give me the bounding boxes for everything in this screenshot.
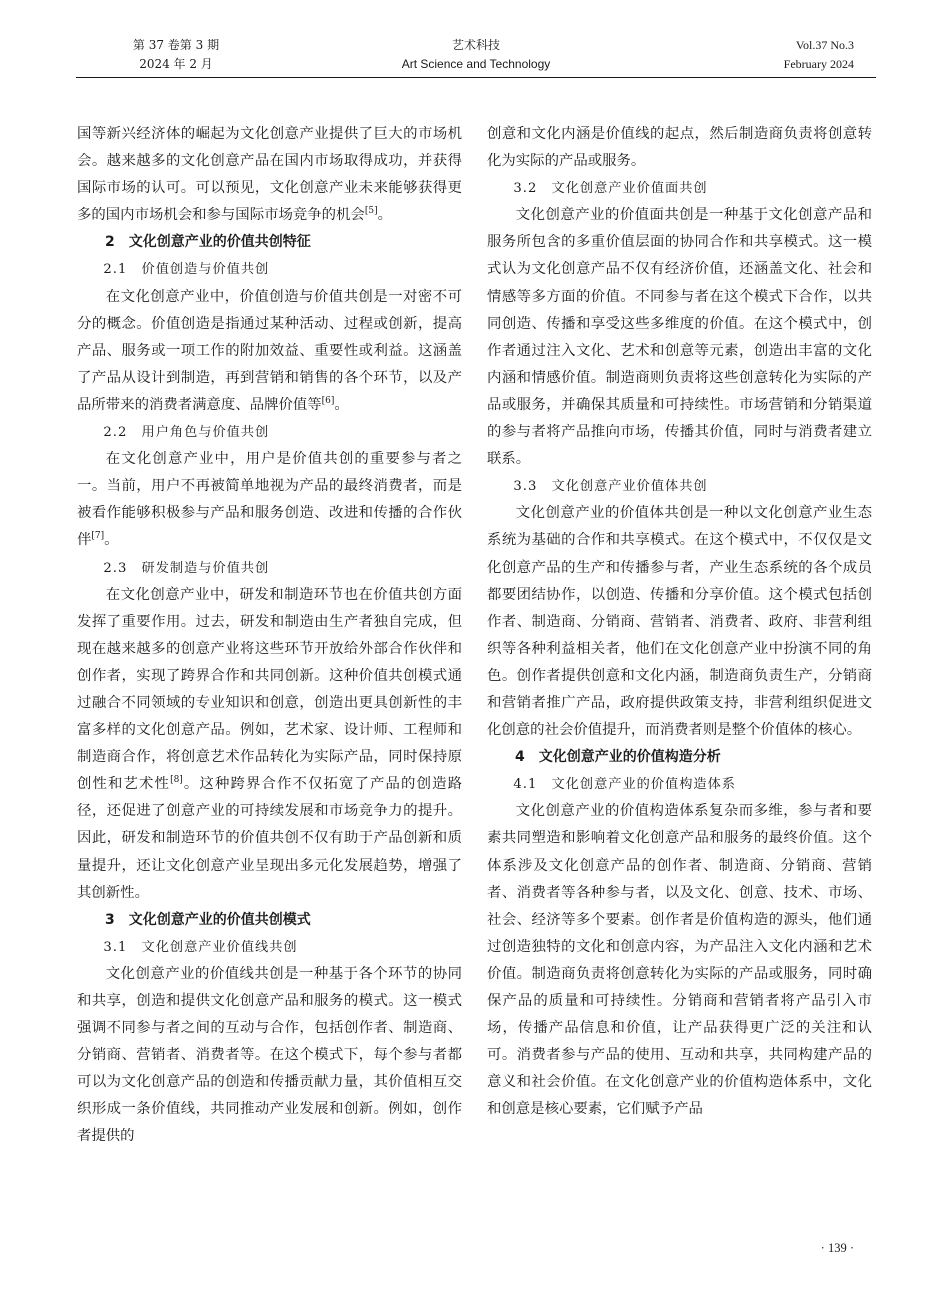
paragraph: 文化创意产业的价值构造体系复杂而多维，参与者和要素共同塑造和影响着文化创意产品和服务的最终价值。这个体系涉及文化创意产品的创作者、制造商、分销商、营销者、消费者等各种参与者，以及文化、创意、技术、市场、社会、经济等多个要素。创作者是价值构造的源头，他们通过创造独特的文化和创意内容，为产品注入文化内涵和艺术价值。制造商负责将创意转化为实际的产品或服务，同时确保产品的质量和可持续性。分销商和营销者将产品引入市场，传播产品信息和价值，让产品获得更广泛的关注和认可。消费者参与产品的使用、互动和共享，共同构建产品的意义和社会价值。在文化创意产业的价值构造体系中，文化和创意是核心要素，它们赋予产品 (487, 803, 872, 1118)
citation[interactable]: [7] (91, 531, 105, 542)
volume-issue-cn: 第 37 卷第 3 期 (132, 38, 220, 52)
citation[interactable]: [5] (364, 206, 378, 217)
subsection-heading-3-1: 3.1 文化创意产业价值线共创 (103, 939, 298, 955)
paragraph: 在文化创意产业中，价值创造与价值共创是一对密不可分的概念。价值创造是指通过某种活动、过程或创新，提高产品、服务或一项工作的附加效益、重要性或利益。这涵盖了产品从设计到制造，再到营销和销售的各个环节，以及产品所带来的消费者满意度、品牌价值等[6]。 (77, 288, 462, 413)
paragraph: 国等新兴经济体的崛起为文化创意产业提供了巨大的市场机会。越来越多的文化创意产品在国内市场取得成功，并获得国际市场的认可。可以预见，文化创意产业未来能够获得更多的国内市场机会和参与国际市场竞争的机会[5]。 (77, 126, 462, 224)
paragraph: 在文化创意产业中，研发和制造环节也在价值共创方面发挥了重要作用。过去，研发和制造由生产者独自完成，但现在越来越多的创意产业将这些环节开放给外部合作伙伴和创作者，实现了跨界合作和共同创新。这种价值共创模式通过融合不同领域的专业知识和创意，创造出更具创新性的丰富多样的文化创意产品。例如，艺术家、设计师、工程师和制造商合作，将创意艺术作品转化为实际产品，同时保持原创性和艺术性[8]。这种跨界合作不仅拓宽了产品的创造路径，还促进了创意产业的可持续发展和市场竞争力的提升。因此，研发和制造环节的价值共创不仅有助于产品创新和质量提升，还让文化创意产业呈现出多元化发展趋势，增强了其创新性。 (77, 586, 462, 901)
paragraph: 文化创意产业的价值线共创是一种基于各个环节的协同和共享，创造和提供文化创意产品和服务的模式。这一模式强调不同参与者之间的互动与合作，包括创作者、制造商、分销商、营销者、消费者等。在这个模式下，每个参与者都可以为文化创意产品的创造和传播贡献力量，其价值相互交织形成一条价值线，共同推动产业发展和创新。例如，创作者提供的 (77, 965, 462, 1145)
journal-name-en: Art Science and Technology (401, 57, 551, 71)
volume-issue-en: Vol.37 No.3 (795, 38, 854, 52)
subsection-heading-3-2: 3.2 文化创意产业价值面共创 (513, 181, 708, 197)
paragraph: 文化创意产业的价值体共创是一种以文化创意产业生态系统为基础的合作和共享模式。在这个模式中，不仅仅是文化创意产品的生产和传播参与者，产业生态系统的各个成员都要团结协作，以创造、传播和分享价值。这个模式包括创作者、制造商、分销商、营销者、消费者、政府、非营利组织等各种利益相关者，他们在文化创意产业中扮演不同的角色。创作者提供创意和文化内涵，制造商负责生产，分销商和营销者推广产品，政府提供政策支持，非营利组织促进文化创意的社会价值提升，而消费者则是整个价值体的核心。 (487, 505, 872, 739)
running-header (76, 30, 876, 80)
citation[interactable]: [6] (321, 395, 335, 406)
left-column (77, 121, 462, 1151)
date-cn: 2024 年 2 月 (139, 57, 213, 71)
paragraph: 在文化创意产业中，用户是价值共创的重要参与者之一。当前，用户不再被简单地视为产品的最终消费者，而是被看作能够积极参与产品和服务创造、改进和传播的合作伙伴[7]。 (77, 451, 462, 549)
subsection-heading-2-2: 2.2 用户角色与价值共创 (103, 425, 270, 441)
section-heading-2: 2 文化创意产业的价值共创特征 (105, 234, 311, 251)
header-rule (76, 77, 876, 78)
paragraph: 创意和文化内涵是价值线的起点，然后制造商负责将创意转化为实际的产品或服务。 (487, 126, 872, 170)
section-heading-3: 3 文化创意产业的价值共创模式 (105, 911, 311, 928)
journal-name-cn: 艺术科技 (451, 38, 500, 52)
section-heading-4: 4 文化创意产业的价值构造分析 (515, 749, 721, 766)
subsection-heading-3-3: 3.3 文化创意产业价值体共创 (513, 479, 708, 495)
paragraph: 文化创意产业的价值面共创是一种基于文化创意产品和服务所包含的多重价值层面的协同合作和共享模式。这一模式认为文化创意产品不仅有经济价值，还涵盖文化、社会和情感等多方面的价值。不同参与者在这个模式下合作，以共同创造、传播和享受这些多维度的价值。在这个模式中，创作者通过注入文化、艺术和创意等元素，创造出丰富的文化内涵和情感价值。制造商则负责将这些创意转化为实际的产品或服务，并确保其质量和可持续性。市场营销和分销渠道的参与者将产品推向市场，传播其价值，同时与消费者建立联系。 (487, 207, 872, 468)
subsection-heading-2-3: 2.3 研发制造与价值共创 (103, 560, 270, 576)
page-number: · 139 · (820, 1241, 854, 1255)
subsection-heading-2-1: 2.1 价值创造与价值共创 (103, 262, 270, 278)
date-en: February 2024 (783, 57, 854, 71)
subsection-heading-4-1: 4.1 文化创意产业的价值构造体系 (513, 777, 736, 793)
right-column (487, 121, 872, 1123)
citation[interactable]: [8] (170, 775, 183, 786)
header-volume-en (676, 36, 876, 74)
